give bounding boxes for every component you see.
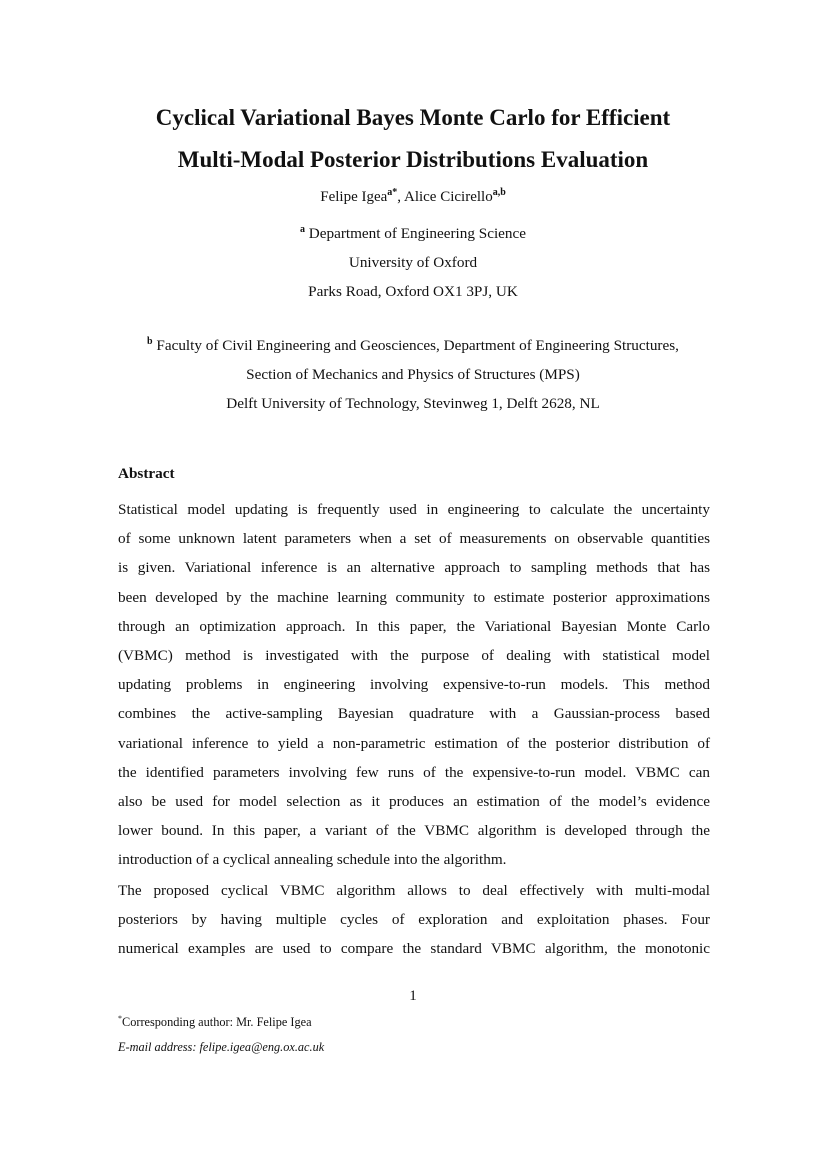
affiliation-b (60, 331, 766, 418)
abstract-line: (VBMC) method is investigated with the purpose of dealing with statistical model (118, 647, 710, 665)
title-line-2: Multi-Modal Posterior Distributions Evaluation (177, 147, 649, 172)
footnote-corresponding-author (118, 1013, 312, 1031)
affiliation-a-line-3: Parks Road, Oxford OX1 3PJ, UK (308, 283, 518, 300)
author-name-2: Alice Cicirello (403, 189, 493, 205)
abstract-line: updating problems in engineering involving expensive-to-run models. This method (118, 676, 710, 694)
footnote-corresponding-text: Corresponding author: Mr. Felipe Igea (122, 1015, 312, 1029)
affiliation-a (60, 219, 766, 306)
abstract-line: is given. Variational inference is an alternative approach to sampling methods that has (118, 559, 710, 577)
footnote-mark: * (118, 1013, 122, 1023)
author-1-affiliation-mark: a* (387, 187, 398, 198)
abstract-line: lower bound. In this paper, a variant of the VBMC algorithm is developed through the (118, 822, 710, 840)
abstract-line: posteriors by having multiple cycles of exploration and exploitation phases. Four (118, 911, 710, 929)
abstract-line: variational inference to yield a non-parametric estimation of the posterior distribution of (118, 734, 710, 752)
affiliation-b-mark: b (147, 335, 153, 347)
abstract-paragraph-2 (118, 876, 710, 964)
abstract-line: also be used for model selection as it produces an estimation of the model’s evidence (118, 793, 710, 811)
affiliation-a-line-2: University of Oxford (348, 254, 478, 271)
author-list (60, 187, 766, 207)
abstract-line: introduction of a cyclical annealing schedule into the algorithm. (118, 851, 507, 869)
abstract-paragraph-1 (118, 495, 710, 875)
abstract-line: The proposed cyclical VBMC algorithm allows to deal effectively with multi-modal (118, 882, 710, 899)
affiliation-a-mark: a (300, 223, 305, 235)
affiliation-b-line-1: $^b$ Faculty of Civil Engineering and Geosciences, Department of Engineering Structures, (147, 335, 679, 354)
abstract-line: combines the active-sampling Bayesian quadrature with a Gaussian-process based (118, 705, 710, 723)
affiliation-a-line-1: $^a$ Department of Engineering Science (300, 223, 526, 242)
abstract-line: the identified parameters involving few runs of the expensive-to-run model. VBMC can (118, 763, 710, 781)
abstract-line: Statistical model updating is frequently used in engineering to calculate the uncertainty (118, 501, 710, 518)
paper-title (60, 97, 766, 181)
author-separator: , (397, 189, 404, 205)
affiliation-b-line-2: Section of Mechanics and Physics of Structures (MPS) (246, 366, 580, 383)
page-number: 1 (409, 988, 417, 1004)
footnote-email: E-mail address: felipe.igea@eng.ox.ac.uk (118, 1040, 325, 1054)
author-name-1: Felipe Igea (320, 189, 388, 205)
abstract-heading: Abstract (118, 465, 175, 482)
author-2-affiliation-mark: a,b (492, 187, 506, 198)
abstract-line: been developed by the machine learning community to estimate posterior approximations (118, 588, 710, 606)
abstract-line: of some unknown latent parameters when a set of measurements on observable quantities (118, 530, 710, 548)
title-line-1: Cyclical Variational Bayes Monte Carlo for Efficient (155, 105, 671, 130)
abstract-line: numerical examples are used to compare the standard VBMC algorithm, the monotonic (118, 940, 710, 958)
abstract-line: through an optimization approach. In this paper, the Variational Bayesian Monte Carlo (118, 617, 710, 635)
affiliation-b-line-3: Delft University of Technology, Stevinweg 1, Delft 2628, NL (226, 395, 600, 412)
